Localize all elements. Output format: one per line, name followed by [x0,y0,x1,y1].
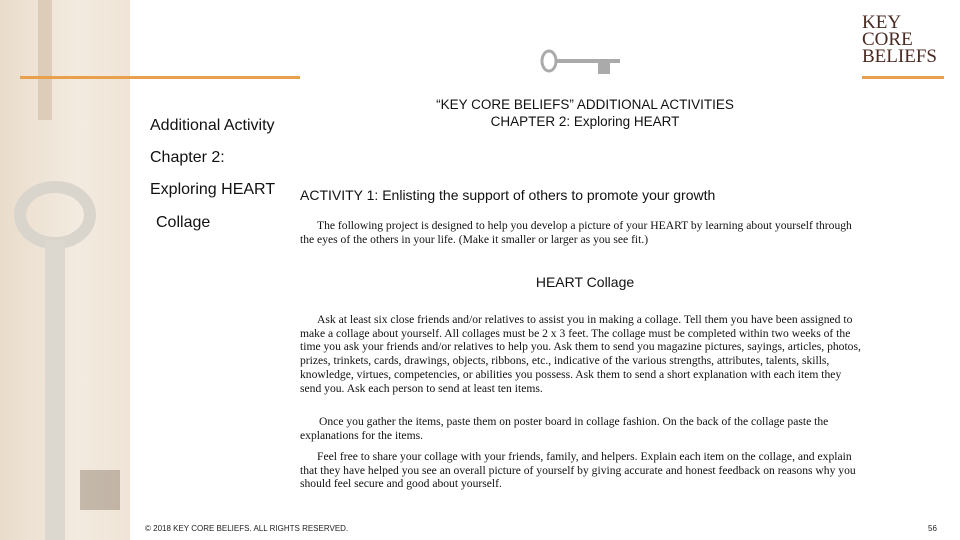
old-key-illustration-icon [0,0,130,540]
logo-line: CORE [862,29,913,50]
body-paragraph: Feel free to share your collage with your friends, family, and helpers. Explain each item on the collage, and explain that they have helped you see an overall picture of yourself by giving accurate and honest feedback on reasons why you should feel secure and good about yourself. [300,450,856,491]
body-paragraph: Ask at least six close friends and/or relatives to assist you in making a collage. Tell them you have been assigned to make a collage about yourself. All collages must be 2 x 3 feet. The collage must be completed within two weeks of the time you ask your friends and/or relatives to help you. Ask them to send you magazine pictures, sayings, articles, photos, prizes, trinkets, cards, drawings, objects, ribbons, etc., indicative of the various strengths, attributes, talents, skills, knowledge, virtues, competencies, or abilities you possess. Ask them to send a short explanation with each item they send you. Ask each person to send at least ten items. [300,313,861,395]
page-number: 56 [928,524,937,533]
body-paragraph: Once you gather the items, paste them on poster board in collage fashion. On the back of the collage paste the explanations for the items. [300,415,829,442]
slide-title-line: Exploring HEART [150,181,276,198]
decorative-sidebar-image [0,0,130,540]
section-title: HEART Collage [535,274,635,290]
logo-line: KEY [862,12,902,33]
header-rule-right [862,76,944,79]
slide-title-line: Collage [156,214,211,231]
document-subheading: CHAPTER 2: Exploring HEART [490,114,680,129]
slide-title-line: Additional Activity [150,117,275,134]
key-icon [540,48,624,76]
logo-line: BELIEFS [862,46,937,67]
document-heading: “KEY CORE BELIEFS” ADDITIONAL ACTIVITIES [436,97,734,112]
brand-logo [862,14,937,65]
copyright-footer: © 2018 KEY CORE BELIEFS. ALL RIGHTS RESERVED. [145,524,349,533]
slide-title-line: Chapter 2: [150,149,225,166]
activity-title: ACTIVITY 1: Enlisting the support of others to promote your growth [300,187,716,203]
header-rule-left [20,76,300,79]
intro-paragraph: The following project is designed to help you develop a picture of your HEART by learning about yourself through the eyes of the others in your life. (Make it smaller or larger as you see fit.) [300,219,852,246]
